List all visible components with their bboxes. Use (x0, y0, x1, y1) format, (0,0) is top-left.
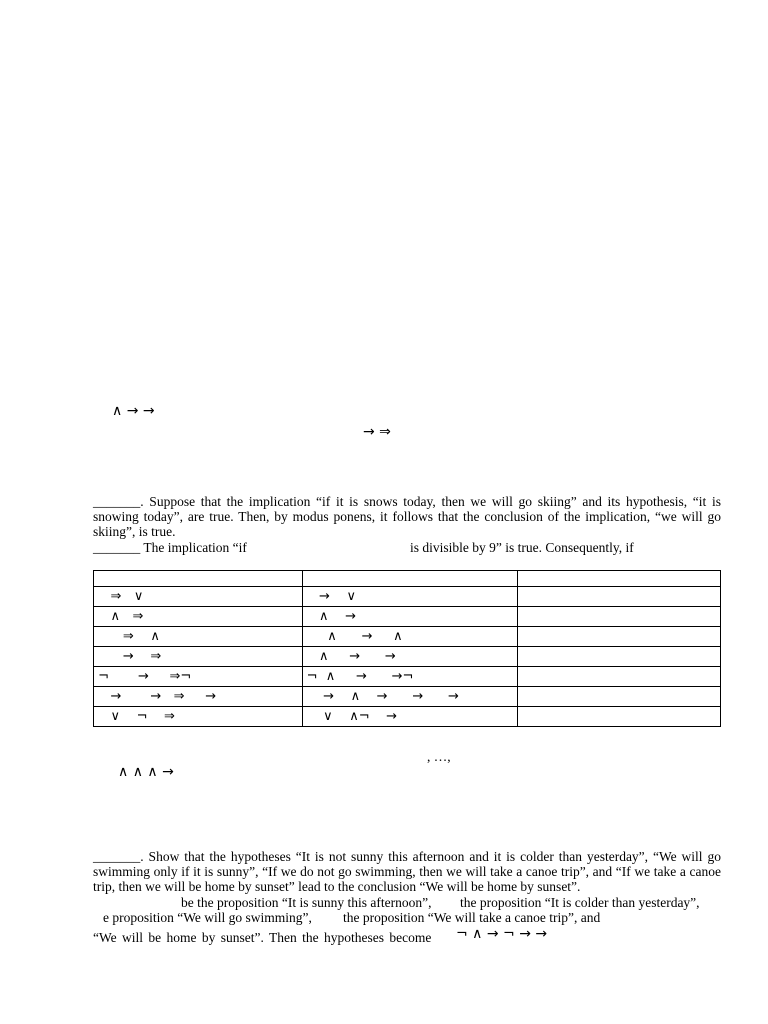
table-cell (518, 627, 721, 647)
table-row (94, 627, 721, 647)
table-row (94, 647, 721, 667)
table-cell (94, 571, 303, 587)
table-cell: ∧ → → (302, 647, 518, 667)
table-row (94, 667, 721, 687)
table-row (94, 607, 721, 627)
table-cell: ⇒ ∨ (94, 587, 303, 607)
hypotheses-symbols: ¬ ∧ → ¬ → → (456, 926, 548, 942)
table-cell: ∧ → (302, 607, 518, 627)
table-row (94, 687, 721, 707)
definition-q: the proposition “It is colder than yesterday”, (460, 895, 700, 910)
table-row (94, 587, 721, 607)
table-cell: ⇒ ∧ (94, 627, 303, 647)
definition-s: the proposition “We will take a canoe trip”, and (343, 910, 601, 925)
table-cell: ∧ ⇒ (94, 607, 303, 627)
implication-sentence-end: is divisible by 9” is true. Consequently, if (410, 540, 634, 555)
table-cell: ¬ → ⇒¬ (94, 667, 303, 687)
table-cell (518, 607, 721, 627)
implication-sentence-start: _______ The implication “if (93, 540, 247, 555)
table-cell: → ∧ → → → (302, 687, 518, 707)
table-cell: → ⇒ (94, 647, 303, 667)
definition-r: e proposition “We will go swimming”, (103, 910, 312, 925)
table-row (94, 707, 721, 727)
inference-rules-table (93, 570, 721, 727)
table-cell: → → ⇒ → (94, 687, 303, 707)
definition-p: be the proposition “It is sunny this afternoon”, (181, 895, 432, 910)
hypotheses-intro: “We will be home by sunset”. Then the hypotheses become (93, 930, 432, 945)
table-cell (518, 587, 721, 607)
canoe-trip-paragraph: _______. Show that the hypotheses “It is not sunny this afternoon and it is colder than yesterday”, “We will go swimming only if it is sunny”, “If we do not go swimming, then we will take a canoe trip”, and “If we take a canoe trip, then we will be home by sunset” lead to the conclusion “We will be home by sunset”. (93, 849, 721, 894)
table-cell: ∧ → ∧ (302, 627, 518, 647)
table-row (94, 571, 721, 587)
table-cell (518, 707, 721, 727)
formula-line-1: ∧ → → (112, 403, 155, 419)
table-cell (518, 647, 721, 667)
modus-ponens-paragraph: _______. Suppose that the implication “if it is snows today, then we will go skiing” and its hypothesis, “it is snowing today”, are true. Then, by modus ponens, it follows that the conclusion of the implication, “we will go skiing”, is true. (93, 494, 721, 539)
table-cell: ∨ ¬ ⇒ (94, 707, 303, 727)
sequence-fragment: , …, (427, 749, 451, 764)
conjunction-formula: ∧ ∧ ∧ → (118, 764, 174, 780)
table-cell (518, 687, 721, 707)
formula-line-2: → ⇒ (363, 424, 391, 440)
table-cell (518, 571, 721, 587)
table-cell: ¬ ∧ → →¬ (302, 667, 518, 687)
table-cell (302, 571, 518, 587)
table-cell: ∨ ∧¬ → (302, 707, 518, 727)
table-cell (518, 667, 721, 687)
table-cell: → ∨ (302, 587, 518, 607)
